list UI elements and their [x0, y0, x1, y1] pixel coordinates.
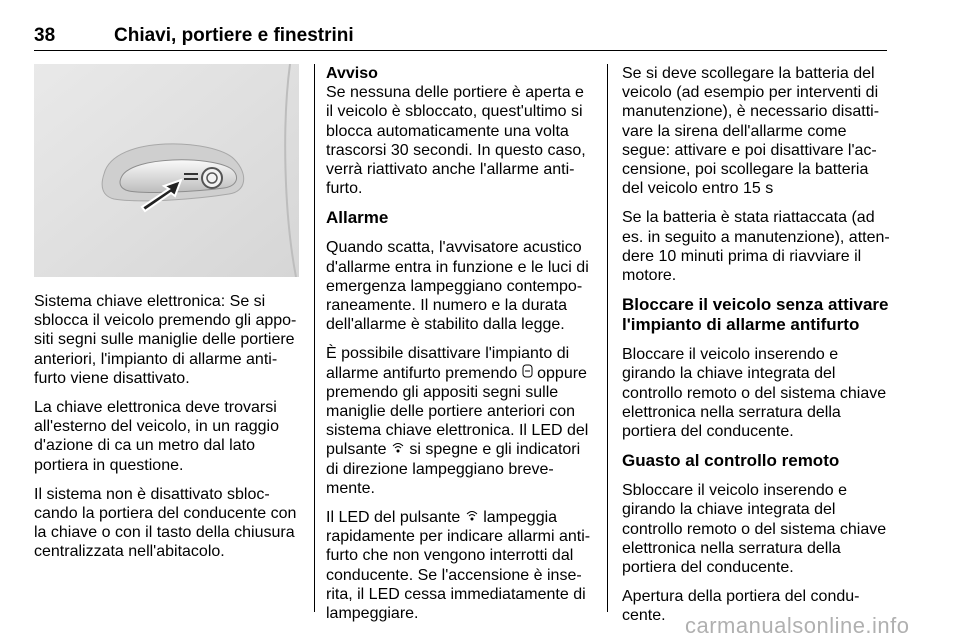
column-middle	[326, 64, 594, 633]
paragraph: Sbloccare il veicolo inserendo e girando la chiave integrata del controllo remoto o del sistema chiave elettronica nella serratura della portiera del conducente.	[622, 482, 887, 577]
paragraph: È possibile disattivare l'impianto di allarme antifurto premendo oppure premendo gli appositi segni sulle maniglie delle portiere anteriori con sistema chiave elettronica. Il LED del pulsante si spegne e gli indicatori di direzione lampeggiano brevemente.	[326, 345, 589, 497]
column-right	[622, 64, 890, 636]
column-divider	[314, 64, 315, 612]
remote-key-icon	[522, 365, 533, 381]
door-handle-figure	[34, 64, 299, 277]
chapter-title: Chiavi, portiere e finestrini	[114, 25, 354, 46]
notice-text: Se nessuna delle portiere è aperta e il veicolo è sbloccato, quest'ultimo si blocca automaticamente una volta trascorsi 30 secondi. In questo caso, verrà riattivato anche l'allarme antifurto.	[326, 84, 586, 198]
header-rule	[34, 50, 887, 51]
section-heading-bloccare: Bloccare il veicolo senza attivare l'impianto di allarme antifurto	[622, 295, 889, 335]
paragraph: Il LED del pulsante lampeggia rapidamente per indicare allarmi antifurto che non vengono interrotti dal conducente. Se l'accensione è inserita, il LED cessa immediatamente di lampeggiare.	[326, 509, 591, 623]
paragraph: La chiave elettronica deve trovarsi all'esterno del veicolo, in un raggio d'azione di ca un metro dal lato portiera in questione.	[34, 399, 279, 474]
section-heading-allarme: Allarme	[326, 208, 389, 228]
page-header	[34, 25, 886, 53]
page-number: 38	[34, 25, 56, 46]
alarm-led-icon	[391, 441, 405, 457]
paragraph: Il sistema non è disattivato sbloccando la portiera del conducente con la chiave o con il tasto della chiusura centralizzata nell'abitacolo.	[34, 485, 297, 561]
paragraph: Se si deve scollegare la batteria del veicolo (ad esempio per interventi di manutenzione), è necessario disattivare la sirena dell'allarme come segue: attivare e poi disattivare l'accensione, poi scollegare la batteria del veicolo entro 15 s	[622, 65, 880, 198]
paragraph: Bloccare il veicolo inserendo e girando la chiave integrata del controllo remoto o del sistema chiave elettronica nella serratura della portiera del conducente.	[622, 346, 887, 441]
paragraph: Quando scatta, l'avvisatore acustico d'allarme entra in funzione e le luci di emergenza lampeggiano contemporaneamente. Il numero e la durata dell'allarme è stabilito dalla legge.	[326, 239, 589, 334]
alarm-led-icon	[465, 509, 479, 525]
notice-title: Avviso	[326, 65, 378, 82]
notice-box	[326, 64, 594, 198]
paragraph: Se la batteria è stata riattaccata (ad es. in seguito a manutenzione), attendere 10 minuti prima di riavviare il motore.	[622, 209, 890, 285]
column-divider	[607, 64, 608, 612]
section-heading-guasto: Guasto al controllo remoto	[622, 451, 840, 471]
column-left	[34, 292, 299, 572]
watermark: carmanualsonline.info	[685, 613, 910, 638]
paragraph: Sistema chiave elettronica: Se si sblocca il veicolo premendo gli appositi segni sulle maniglie delle portiere anteriori, l'impianto di allarme antifurto viene disattivato.	[34, 293, 297, 387]
door-handle-illustration-icon	[34, 64, 299, 277]
paragraph: Apertura della portiera del conducente.	[622, 588, 860, 625]
